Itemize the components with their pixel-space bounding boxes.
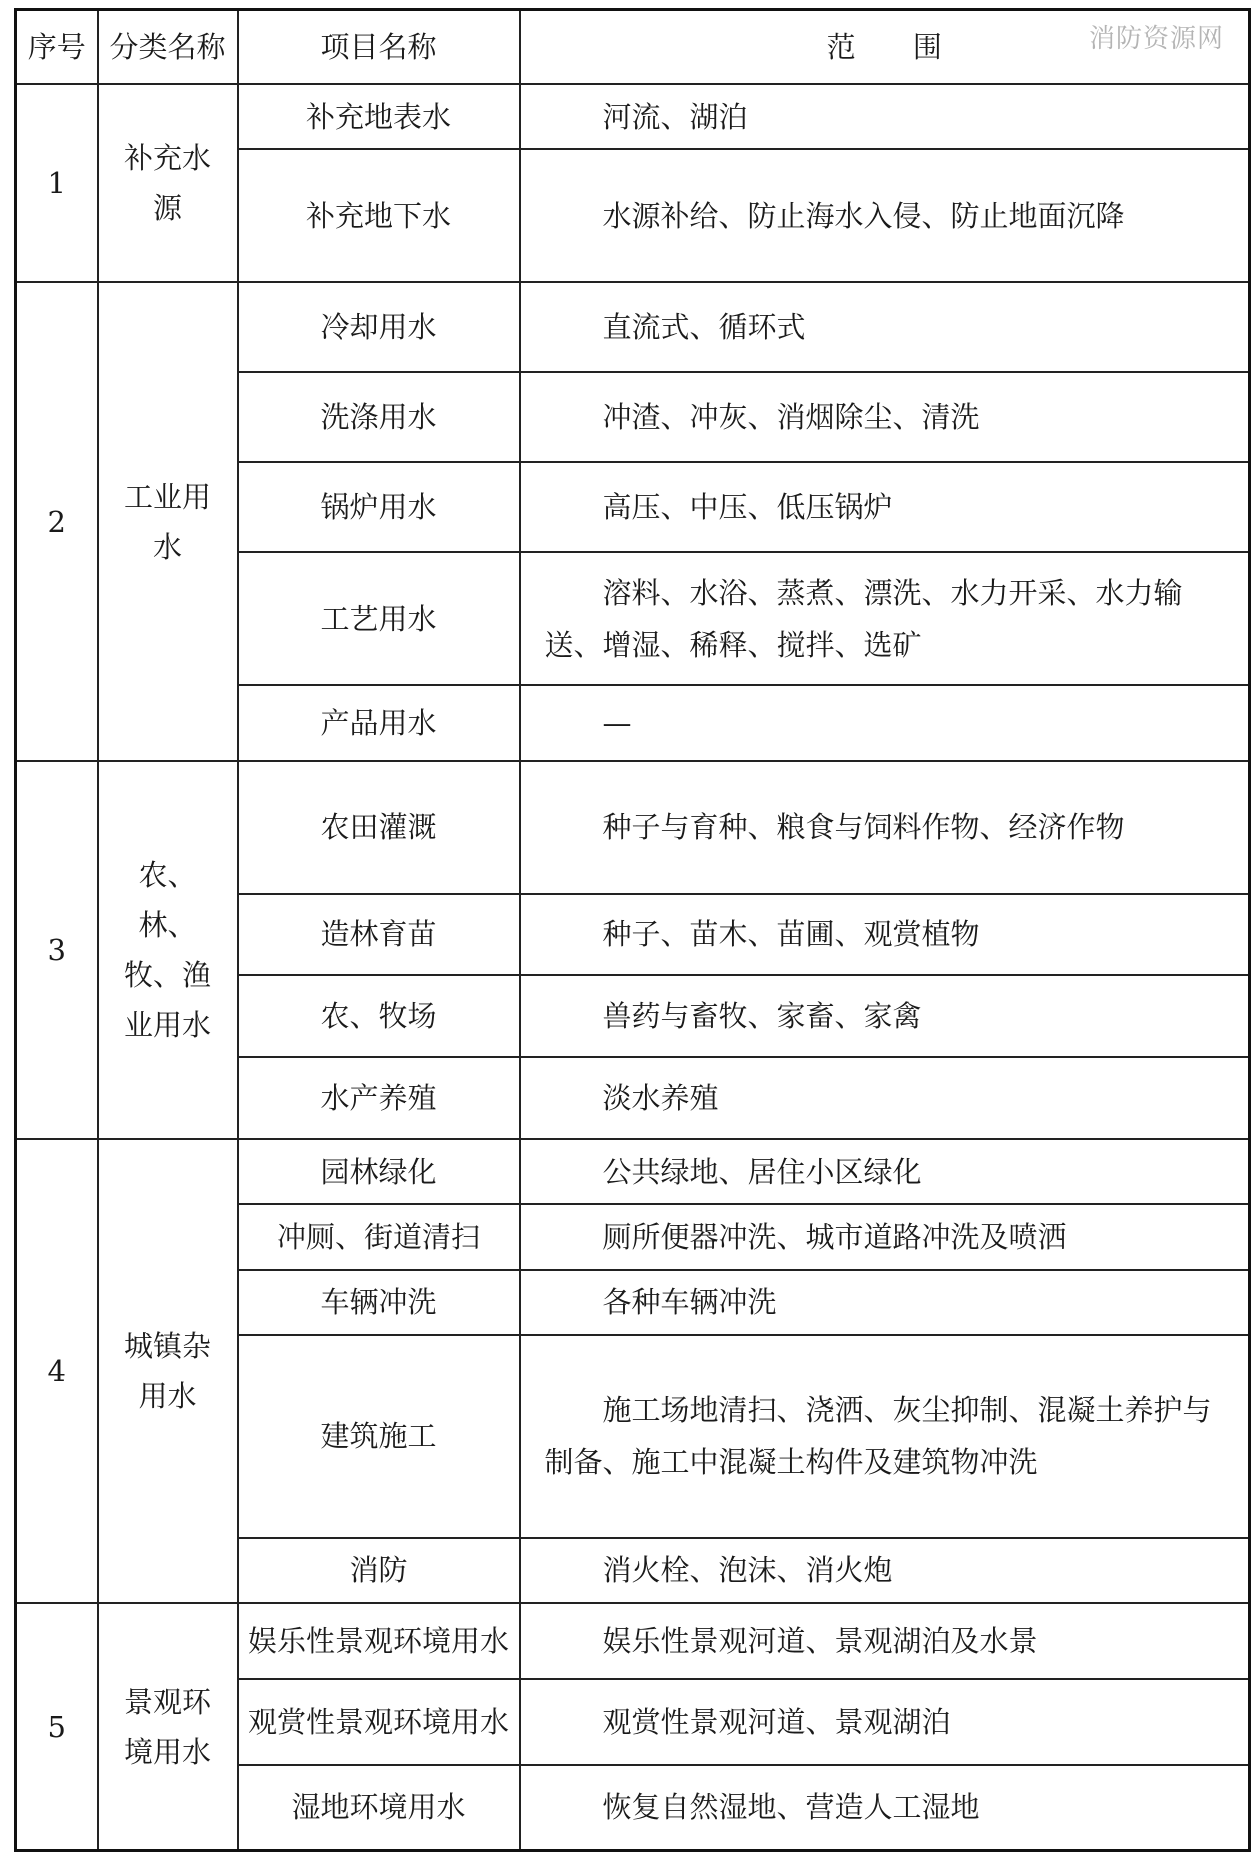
item-scope-cell bbox=[520, 1204, 1250, 1269]
header-scope: 范 围 bbox=[520, 10, 1250, 85]
item-name: 农、牧场 bbox=[238, 975, 520, 1057]
item-name: 水产养殖 bbox=[238, 1057, 520, 1139]
item-scope: 各种车辆冲洗 bbox=[602, 1285, 777, 1320]
item-scope: 观赏性景观河道、景观湖泊 bbox=[602, 1704, 951, 1739]
item-scope-cell bbox=[520, 685, 1250, 761]
group-number: 2 bbox=[16, 282, 98, 760]
group-number: 5 bbox=[16, 1603, 98, 1850]
item-name: 娱乐性景观环境用水 bbox=[238, 1603, 520, 1679]
item-scope-cell bbox=[520, 894, 1250, 976]
item-scope-cell bbox=[520, 1057, 1250, 1139]
group-number: 4 bbox=[16, 1139, 98, 1603]
item-name: 湿地环境用水 bbox=[238, 1765, 520, 1851]
item-name: 观赏性景观环境用水 bbox=[238, 1679, 520, 1765]
group-category bbox=[98, 1603, 238, 1850]
item-scope-cell bbox=[520, 149, 1250, 282]
table-row bbox=[16, 84, 1250, 149]
table-row bbox=[16, 1139, 1250, 1204]
group-category-text: 补充水源 bbox=[123, 141, 211, 226]
item-scope-cell bbox=[520, 1270, 1250, 1335]
item-scope-cell bbox=[520, 1335, 1250, 1537]
item-scope: 消火栓、泡沫、消火炮 bbox=[602, 1553, 893, 1588]
group-category-text: 农、林、牧、渔业用水 bbox=[123, 857, 211, 1042]
item-scope: 公共绿地、居住小区绿化 bbox=[602, 1154, 922, 1189]
item-scope-cell bbox=[520, 462, 1250, 552]
item-scope-cell bbox=[520, 552, 1250, 685]
item-scope: 厕所便器冲洗、城市道路冲洗及喷洒 bbox=[602, 1220, 1067, 1255]
table-row bbox=[16, 761, 1250, 894]
item-scope-cell bbox=[520, 1679, 1250, 1765]
item-scope: 高压、中压、低压锅炉 bbox=[602, 490, 893, 525]
item-scope-cell bbox=[520, 282, 1250, 372]
item-scope: 水源补给、防止海水入侵、防止地面沉降 bbox=[602, 198, 1125, 233]
item-name: 园林绿化 bbox=[238, 1139, 520, 1204]
item-name: 冲厕、街道清扫 bbox=[238, 1204, 520, 1269]
item-scope-cell bbox=[520, 1765, 1250, 1851]
item-scope: 淡水养殖 bbox=[602, 1081, 719, 1116]
item-name: 洗涤用水 bbox=[238, 372, 520, 462]
group-category-text: 城镇杂用水 bbox=[123, 1328, 211, 1413]
item-name: 消防 bbox=[238, 1538, 520, 1603]
group-category bbox=[98, 84, 238, 282]
item-name: 冷却用水 bbox=[238, 282, 520, 372]
group-category bbox=[98, 1139, 238, 1603]
group-category bbox=[98, 282, 238, 760]
item-scope: 种子、苗木、苗圃、观赏植物 bbox=[602, 917, 980, 952]
item-scope: 娱乐性景观河道、景观湖泊及水景 bbox=[602, 1623, 1038, 1658]
item-scope-cell bbox=[520, 84, 1250, 149]
group-number: 1 bbox=[16, 84, 98, 282]
item-scope-cell bbox=[520, 761, 1250, 894]
item-name: 农田灌溉 bbox=[238, 761, 520, 894]
item-scope-cell bbox=[520, 1603, 1250, 1679]
item-name: 建筑施工 bbox=[238, 1335, 520, 1537]
header-item: 项目名称 bbox=[238, 10, 520, 85]
item-scope-cell bbox=[520, 1139, 1250, 1204]
item-name: 补充地下水 bbox=[238, 149, 520, 282]
item-scope: 直流式、循环式 bbox=[602, 310, 806, 345]
group-category-text: 工业用水 bbox=[123, 479, 211, 564]
item-name: 车辆冲洗 bbox=[238, 1270, 520, 1335]
table-body bbox=[16, 84, 1250, 1851]
item-name: 工艺用水 bbox=[238, 552, 520, 685]
group-number: 3 bbox=[16, 761, 98, 1139]
group-category-text: 景观环境用水 bbox=[123, 1684, 211, 1769]
item-scope: 种子与育种、粮食与饲料作物、经济作物 bbox=[602, 810, 1125, 845]
header-category: 分类名称 bbox=[98, 10, 238, 85]
item-scope: 溶料、水浴、蒸煮、漂洗、水力开采、水力输送、增湿、稀释、搅拌、选矿 bbox=[544, 575, 1183, 662]
item-scope: — bbox=[602, 705, 632, 740]
item-scope: 兽药与畜牧、家畜、家禽 bbox=[602, 999, 922, 1034]
watermark: 消防资源网 bbox=[1088, 24, 1224, 54]
item-scope-cell bbox=[520, 372, 1250, 462]
table-row bbox=[16, 1603, 1250, 1679]
header-no: 序号 bbox=[16, 10, 98, 85]
group-category bbox=[98, 761, 238, 1139]
item-scope: 恢复自然湿地、营造人工湿地 bbox=[602, 1790, 980, 1825]
item-scope: 河流、湖泊 bbox=[602, 99, 748, 134]
item-name: 补充地表水 bbox=[238, 84, 520, 149]
item-name: 产品用水 bbox=[238, 685, 520, 761]
header-row bbox=[16, 10, 1250, 85]
water-use-table bbox=[14, 8, 1251, 1852]
item-scope-cell bbox=[520, 1538, 1250, 1603]
item-scope: 冲渣、冲灰、消烟除尘、清洗 bbox=[602, 400, 980, 435]
item-scope: 施工场地清扫、浇洒、灰尘抑制、混凝土养护与制备、施工中混凝土构件及建筑物冲洗 bbox=[544, 1393, 1212, 1480]
item-name: 造林育苗 bbox=[238, 894, 520, 976]
table-row bbox=[16, 282, 1250, 372]
item-name: 锅炉用水 bbox=[238, 462, 520, 552]
item-scope-cell bbox=[520, 975, 1250, 1057]
